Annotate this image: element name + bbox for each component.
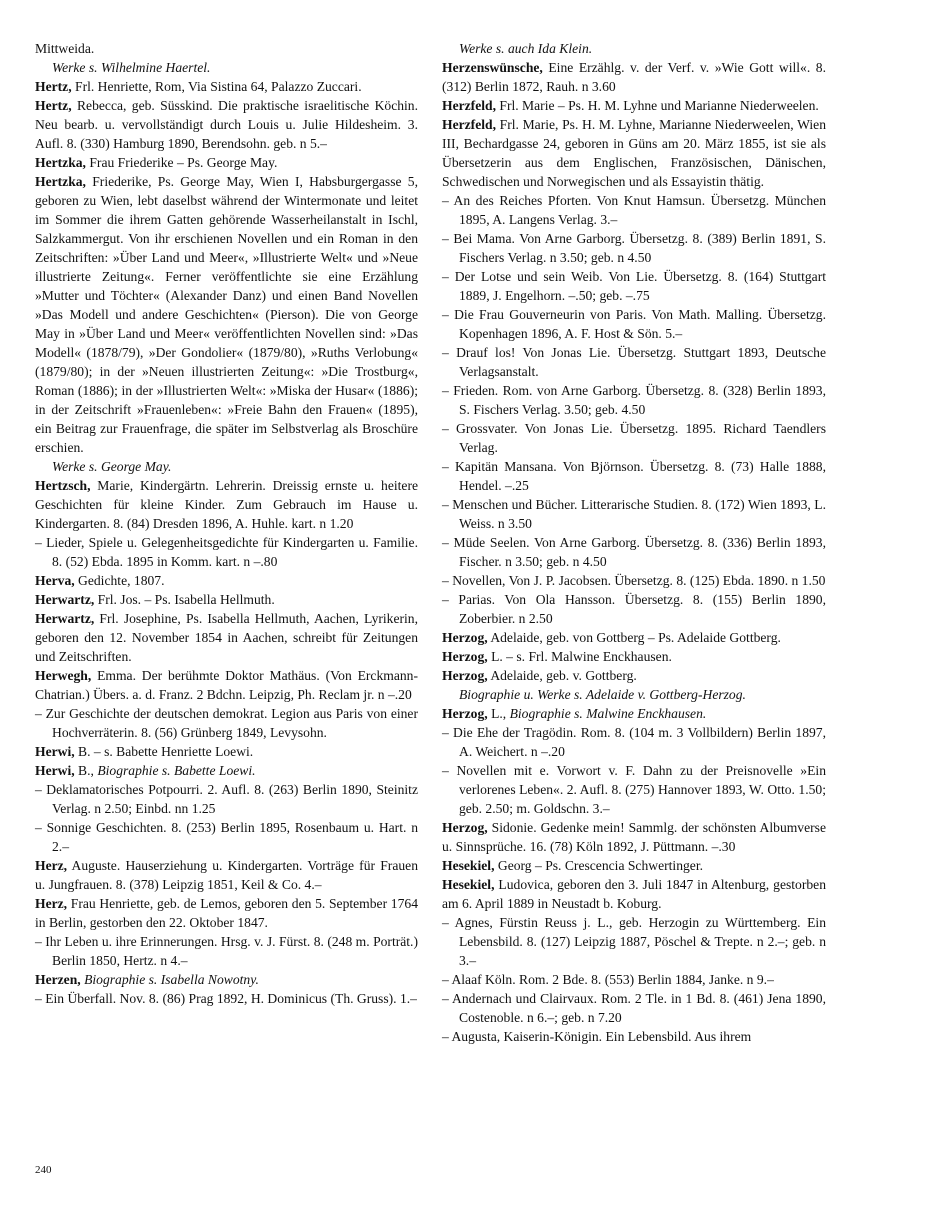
work-item-text: – Kapitän Mansana. Von Björnson. Übersetzg. 8. (73) Halle 1888, Hendel. –.25 [442, 459, 826, 493]
work-item-text: – Ihr Leben u. ihre Erinnerungen. Hrsg. v. J. Fürst. 8. (248 m. Porträt.) Berlin 1850, Hertz. n 4.– [35, 934, 418, 968]
author-entry [442, 647, 826, 666]
author-name: Hertz, [35, 79, 72, 94]
entry-reference [35, 457, 418, 476]
author-name: Herwartz, [35, 592, 95, 607]
work-item [442, 913, 826, 970]
work-item [442, 723, 826, 761]
work-item-text: – Lieder, Spiele u. Gelegenheitsgedichte für Kindergarten u. Familie. 8. (52) Ebda. 1895 in Komm. kart. n –.80 [35, 535, 418, 569]
author-entry [442, 666, 826, 685]
author-entry [442, 115, 826, 191]
work-item-text: – Die Ehe der Tragödin. Rom. 8. (104 m. 3 Vollbildern) Berlin 1897, A. Weichert. n –.20 [442, 725, 826, 759]
author-entry [442, 856, 826, 875]
work-item-text: – Die Frau Gouverneurin von Paris. Von Math. Malling. Übersetzg. Kopenhagen 1896, A. F. Host & Sön. 5.– [442, 307, 826, 341]
work-item [442, 419, 826, 457]
author-name: Hertzka, [35, 155, 86, 170]
work-item [35, 533, 418, 571]
author-entry [442, 96, 826, 115]
author-entry-text: Auguste. Hauserziehung u. Kindergarten. Vorträge für Frauen u. Jungfrauen. 8. (378) Leipzig 1851, Keil & Co. 4.– [35, 858, 418, 892]
author-name: Herzog, [442, 668, 488, 683]
page-number: 240 [35, 1164, 52, 1176]
author-entry [35, 77, 418, 96]
author-entry-text: B., [74, 763, 98, 778]
author-name: Herzog, [442, 706, 488, 721]
author-entry [35, 761, 418, 780]
author-entry-reference: Biographie s. Isabella Nowotny. [84, 972, 259, 987]
entry-reference [442, 39, 826, 58]
work-item-text: – Novellen, Von J. P. Jacobsen. Übersetzg. 8. (125) Ebda. 1890. n 1.50 [442, 573, 826, 588]
author-entry-text: Adelaide, geb. v. Gottberg. [487, 668, 637, 683]
work-item-text: – Sonnige Geschichten. 8. (253) Berlin 1895, Rosenbaum u. Hart. n 2.– [35, 820, 418, 854]
work-item-text: – An des Reiches Pforten. Von Knut Hamsun. Übersetzg. München 1895, A. Langens Verlag. 3.– [442, 193, 826, 227]
work-item [442, 571, 826, 590]
work-item-text: – Menschen und Bücher. Litterarische Studien. 8. (172) Wien 1893, L. Weiss. n 3.50 [442, 497, 826, 531]
author-name: Herzenswünsche, [442, 60, 543, 75]
author-entry-text: Frl. Henriette, Rom, Via Sistina 64, Palazzo Zuccari. [71, 79, 362, 94]
work-item-text: – Agnes, Fürstin Reuss j. L., geb. Herzogin zu Württemberg. Ein Lebensbild. 8. (127) Leipzig 1887, Pöschel & Trepte. n 2.–; geb. n 3.– [442, 915, 826, 968]
author-name: Herwegh, [35, 668, 92, 683]
author-entry-text: Ludovica, geboren den 3. Juli 1847 in Altenburg, gestorben am 6. April 1889 in Neustadt b. Koburg. [442, 877, 826, 911]
entry-reference-text: Werke s. auch Ida Klein. [459, 41, 593, 56]
work-item [442, 533, 826, 571]
work-item-text: – Augusta, Kaiserin-Königin. Ein Lebensbild. Aus ihrem [442, 1029, 752, 1044]
author-name: Hesekiel, [442, 858, 495, 873]
author-entry-text: Frl. Jos. – Ps. Isabella Hellmuth. [94, 592, 275, 607]
author-entry [35, 39, 418, 58]
work-item-text: – Frieden. Rom. von Arne Garborg. Übersetzg. 8. (328) Berlin 1893, S. Fischers Verlag. 3.50; geb. 4.50 [442, 383, 826, 417]
author-entry [442, 875, 826, 913]
author-entry-text: Frau Henriette, geb. de Lemos, geboren den 5. September 1764 in Berlin, gestorben den 22. Oktober 1847. [35, 896, 418, 930]
work-item-text: – Andernach und Clairvaux. Rom. 2 Tle. in 1 Bd. 8. (461) Jena 1890, Costenoble. n 6.–; geb. n 7.20 [442, 991, 826, 1025]
author-entry-text: Frl. Marie, Ps. H. M. Lyhne, Marianne Niederweelen, Wien III, Bechardgasse 24, geboren in Güns am 20. März 1855, ist sie als Übersetzerin aus dem Englischen, Französischen, Dänischen, Schwedischen und Norwegischen und als Essayistin thätig. [442, 117, 826, 189]
author-entry [442, 58, 826, 96]
author-entry [35, 856, 418, 894]
author-name: Hertz, [35, 98, 72, 113]
author-entry-text: Rebecca, geb. Süsskind. Die praktische israelitische Köchin. Neu bearb. u. vervollständigt durch Louis u. Julie Hildesheim. 3. Aufl. 8. (330) Hamburg 1890, Berendsohn. geb. n 5.– [35, 98, 418, 151]
author-entry [35, 666, 418, 704]
right-column [442, 39, 826, 1046]
entry-reference-text: Werke s. George May. [52, 459, 172, 474]
author-entry-text: L. – s. Frl. Malwine Enckhausen. [487, 649, 672, 664]
author-name: Hertzka, [35, 174, 86, 189]
entry-reference-text: Biographie u. Werke s. Adelaide v. Gottberg-Herzog. [459, 687, 746, 702]
work-item [442, 495, 826, 533]
author-entry [35, 96, 418, 153]
work-item-text: – Deklamatorisches Potpourri. 2. Aufl. 8. (263) Berlin 1890, Steinitz Verlag. n 2.50; Einbd. nn 1.25 [35, 782, 418, 816]
author-entry [442, 628, 826, 647]
author-entry-text: Eine Erzählg. v. der Verf. v. »Wie Gott will«. 8. (312) Berlin 1872, Rauh. n 3.60 [442, 60, 826, 94]
entry-reference [442, 685, 826, 704]
work-item [442, 229, 826, 267]
work-item [35, 818, 418, 856]
author-entry [442, 704, 826, 723]
work-item-text: – Drauf los! Von Jonas Lie. Übersetzg. Stuttgart 1893, Deutsche Verlagsanstalt. [442, 345, 826, 379]
author-name: Herwartz, [35, 611, 95, 626]
author-entry-text: Friederike, Ps. George May, Wien I, Habsburgergasse 5, geboren zu Wien, lebt daselbst während der Wintermonate und leitet im Sommer die ihrem Gatten gehörende Wasserheilanstalt in Ischl, Salzkammergut. Von ihr erschienen Novellen und ein Roman in den Zeitschriften: »Über Land und Meer«, »Illustrierte Welt« und »Neue illustrierte Zeitung«. Ferner veröffentlichte sie eine Erzählung »Mutter und Töchter« (Alexander Danz) und einen Band Novellen »Das Modell und andere Geschichten« (Pierson). Die von George May in »Über Land und Meer« veröffentlichten Novellen sind: »Das Modell« (1878/79), »Der Gondolier« (1879/80), »Ruths Verlobung« (1879/80); in der »Neuen illustrierten Zeitung«: »Die Trostburg«, Roman (1886); in der »Illustrierten Welt«: »Miska der Husar« (1886); in der Zeitschrift »Frauenleben«: »Freie Bahn den Frauen« (1895), ein Beitrag zur Frauenfrage, die später im Selbstverlag als Broschüre erschien. [35, 174, 418, 455]
author-entry-text: Emma. Der berühmte Doktor Mathäus. (Von Erckmann-Chatrian.) Übers. a. d. Franz. 2 Bdchn. Leipzig, Ph. Reclam jr. n –.20 [35, 668, 418, 702]
author-name: Herzog, [442, 630, 488, 645]
work-item-text: – Parias. Von Ola Hansson. Übersetzg. 8. (155) Berlin 1890, Zoberbier. n 2.50 [442, 592, 826, 626]
author-entry [442, 818, 826, 856]
author-name: Herzfeld, [442, 117, 496, 132]
author-entry-text: Marie, Kindergärtn. Lehrerin. Dreissig ernste u. heitere Geschichten für kleine Kinder. Zum Gebrauch im Hause u. Kindergarten. 8. (84) Dresden 1896, A. Huhle. kart. n 1.20 [35, 478, 418, 531]
author-entry [35, 590, 418, 609]
author-entry-text: Sidonie. Gedenke mein! Sammlg. der schönsten Albumverse u. Sinnsprüche. 16. (78) Köln 1892, J. Püttmann. –.30 [442, 820, 826, 854]
author-entry-text: Gedichte, 1807. [74, 573, 165, 588]
work-item [442, 267, 826, 305]
author-name: Herwi, [35, 744, 75, 759]
author-entry-reference: Biographie s. Malwine Enckhausen. [509, 706, 707, 721]
author-entry [35, 609, 418, 666]
work-item [442, 970, 826, 989]
work-item [35, 989, 418, 1008]
work-item [442, 590, 826, 628]
work-item [35, 780, 418, 818]
author-entry-text: Adelaide, geb. von Gottberg – Ps. Adelaide Gottberg. [487, 630, 781, 645]
work-item [442, 761, 826, 818]
author-name: Hesekiel, [442, 877, 495, 892]
author-entry [35, 970, 418, 989]
author-name: Herz, [35, 896, 68, 911]
author-entry [35, 153, 418, 172]
entry-reference [35, 58, 418, 77]
author-entry-text: Frl. Marie – Ps. H. M. Lyhne und Marianne Niederweelen. [495, 98, 819, 113]
author-name: Herzog, [442, 649, 488, 664]
left-column [35, 39, 418, 1008]
author-entry [35, 742, 418, 761]
author-name: Herva, [35, 573, 75, 588]
author-name: Herzen, [35, 972, 81, 987]
author-entry-text: Georg – Ps. Crescencia Schwertinger. [494, 858, 703, 873]
work-item [442, 191, 826, 229]
author-name: Hertzsch, [35, 478, 91, 493]
work-item-text: – Bei Mama. Von Arne Garborg. Übersetzg. 8. (389) Berlin 1891, S. Fischers Verlag. n 3.50; geb. n 4.50 [442, 231, 826, 265]
author-entry-text: Frl. Josephine, Ps. Isabella Hellmuth, Aachen, Lyrikerin, geboren den 12. November 1854 in Aachen, schreibt für Zeitungen und Zeitschriften. [35, 611, 418, 664]
author-entry-text: Frau Friederike – Ps. George May. [85, 155, 278, 170]
work-item [442, 1027, 826, 1046]
work-item-text: – Müde Seelen. Von Arne Garborg. Übersetzg. 8. (336) Berlin 1893, Fischer. n 3.50; geb. n 4.50 [442, 535, 826, 569]
work-item [35, 932, 418, 970]
author-entry-text: L., [487, 706, 510, 721]
author-name: Herz, [35, 858, 68, 873]
author-name: Herzfeld, [442, 98, 496, 113]
work-item-text: – Novellen mit e. Vorwort v. F. Dahn zu der Preisnovelle »Ein verlorenes Leben«. 2. Aufl. 8. (275) Hannover 1893, W. Otto. 1.50; geb. 2.50; m. Goldschn. 3.– [442, 763, 826, 816]
work-item [35, 704, 418, 742]
work-item-text: – Ein Überfall. Nov. 8. (86) Prag 1892, H. Dominicus (Th. Gruss). 1.– [35, 991, 417, 1006]
work-item [442, 343, 826, 381]
author-name: Herwi, [35, 763, 75, 778]
author-entry [35, 894, 418, 932]
work-item-text: – Alaaf Köln. Rom. 2 Bde. 8. (553) Berlin 1884, Janke. n 9.– [442, 972, 774, 987]
work-item [442, 305, 826, 343]
work-item [442, 381, 826, 419]
author-entry [35, 172, 418, 457]
entry-reference-text: Werke s. Wilhelmine Haertel. [52, 60, 211, 75]
author-name: Herzog, [442, 820, 488, 835]
work-item [442, 457, 826, 495]
author-entry-reference: Biographie s. Babette Loewi. [97, 763, 256, 778]
work-item [442, 989, 826, 1027]
author-entry [35, 476, 418, 533]
work-item-text: – Der Lotse und sein Weib. Von Lie. Übersetzg. 8. (164) Stuttgart 1889, J. Engelhorn. –.50; geb. –.75 [442, 269, 826, 303]
work-item-text: – Grossvater. Von Jonas Lie. Übersetzg. 1895. Richard Taendlers Verlag. [442, 421, 826, 455]
author-entry-text: B. – s. Babette Henriette Loewi. [74, 744, 254, 759]
author-entry-text: Mittweida. [35, 41, 95, 56]
work-item-text: – Zur Geschichte der deutschen demokrat. Legion aus Paris von einer Hochverräterin. 8. (56) Grünberg 1849, Levysohn. [35, 706, 418, 740]
author-entry [35, 571, 418, 590]
